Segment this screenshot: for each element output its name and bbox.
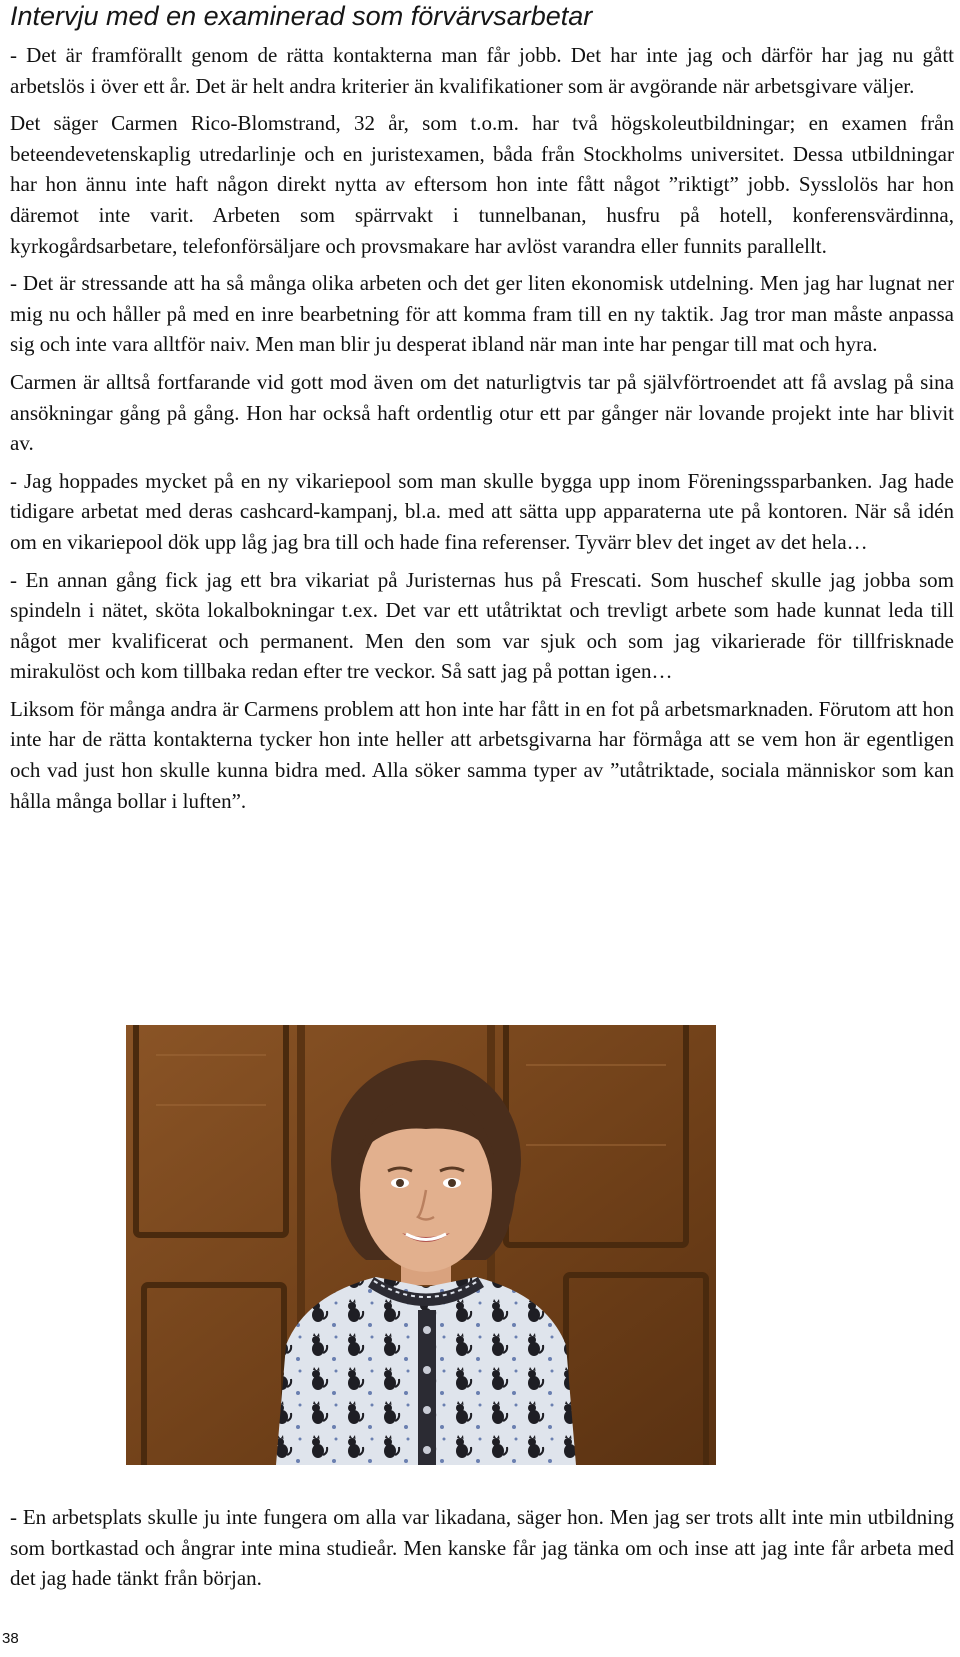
paragraph: - Det är framförallt genom de rätta kontakterna man får jobb. Det har inte jag och därför har jag nu gått arbetslös i över ett år. Det är helt andra kriterier än kvalifikationer som är avgörande när arbetsgivare väljer. xyxy=(10,43,954,98)
paragraph: - Jag hoppades mycket på en ny vikariepool som man skulle bygga upp inom Föreningssparbanken. Jag hade tidigare arbetat med deras cashcard-kampanj, bl.a. med att sätta upp apparaterna ute på kontoren. När så idén om en vikariepool dök upp låg jag bra till och hade fina referenser. Tyvärr blev det inget av det hela… xyxy=(10,468,954,554)
portrait-photo xyxy=(126,1025,716,1465)
closing-paragraph: - En arbetsplats skulle ju inte fungera om alla var likadana, säger hon. Men jag ser trots allt inte min utbildning som bortkastad och ångrar inte mina studieår. Men kanske får jag tänka om och inse att jag inte får arbeta med det jag hade tänkt från början. xyxy=(10,1505,954,1591)
paragraph: - Det är stressande att ha så många olika arbeten och det ger liten ekonomisk utdelning. Men jag har lugnat ner mig nu och håller på med en inre bearbetning för att komma fram till en ny taktik. Jag tror man måste anpassa sig och inte vara alltför naiv. Men man blir ju desperat ibland när man inte har pengar till mat och hyra. xyxy=(10,271,954,357)
paragraph: - En annan gång fick jag ett bra vikariat på Juristernas hus på Frescati. Som huschef skulle jag jobba som spindeln i nätet, sköta lokalbokningar t.ex. Det var ett utåtriktat och trevligt arbete som hade kunnat leda till något mer kvalificerat och permanent. Men den som var sjuk och som jag vikarierade för tillfrisknade mirakulöst och kom tillbaka redan efter tre veckor. Så satt jag på pottan igen… xyxy=(10,567,954,684)
page-number: 38 xyxy=(2,1630,19,1647)
paragraph: Liksom för många andra är Carmens problem att hon inte har fått in en fot på arbetsmarknaden. Förutom att hon inte har de rätta kontakterna tycker hon inte heller att arbetsgivarna har förmåga att se vem hon är egentligen och vad just hon skulle kunna bidra med. Alla söker samma typer av ”utåtriktade, sociala människor som kan hålla många bollar i luften”. xyxy=(10,696,954,813)
portrait-illustration xyxy=(126,1025,716,1465)
paragraph: Carmen är alltså fortfarande vid gott mod även om det naturligtvis tar på självförtroendet att få avslag på sina ansökningar gång på gång. Hon har också haft ordentlig otur ett par gånger när lovande projekt inte har blivit av. xyxy=(10,369,954,456)
article-body xyxy=(10,40,954,823)
page-title: Intervju med en examinerad som förvärvsarbetar xyxy=(10,1,593,31)
paragraph: Det säger Carmen Rico-Blomstrand, 32 år, som t.o.m. har två högskoleutbildningar; en examen från beteendevetenskaplig utredarlinje och en juristexamen, båda från Stockholms universitet. Dessa utbildningar har hon ännu inte haft någon direkt nytta av eftersom hon inte fått något ”riktigt” jobb. Sysslolös har hon däremot inte varit. Arbeten som spärrvakt i tunnelbanan, husfru på hotell, konferensvärdinna, kyrkogårdsarbetare, telefonförsäljare och provsmakare har avlöst varandra eller funnits parallellt. xyxy=(10,111,954,258)
